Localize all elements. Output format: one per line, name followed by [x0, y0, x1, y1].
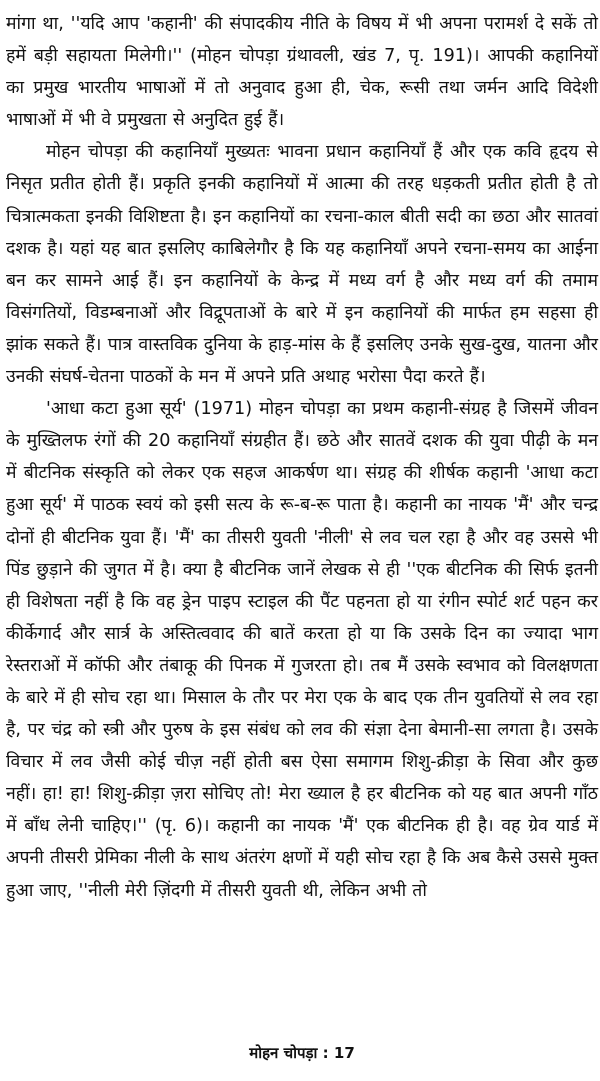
paragraph-1: मांगा था, ''यदि आप 'कहानी' की संपादकीय नीति के विषय में भी अपना परामर्श दे सकें तो हमें बड़ी सहायता मिलेगी।'' (मोहन चोपड़ा ग्रंथावली, खंड 7, पृ. 191)। आपकी कहानियों का प्रमुख भारतीय भाषाओं में तो अनुवाद हुआ ही, चेक, रूसी तथा जर्मन आदि विदेशी भाषाओं में भी वे प्रमुखता से अनुदित हुई हैं।	[6, 14, 598, 131]
page-footer: मोहन चोपड़ा : 17	[249, 1044, 355, 1062]
paragraph-3: 'आधा कटा हुआ सूर्य' (1971) मोहन चोपड़ा का प्रथम कहानी-संग्रह है जिसमें जीवन के मुख्तिलफ रंगों की 20 कहानियाँ संग्रहीत हैं। छठे और सातवें दशक की युवा पीढ़ी के मन में बीटनिक संस्कृति को लेकर एक सहज आकर्षण था। संग्रह की शीर्षक कहानी 'आधा कटा हुआ सूर्य' में पाठक स्वयं को इसी सत्य के रू-ब-रू पाता है। कहानी का नायक 'मैं' और चन्द्र दोनों ही बीटनिक युवा हैं। 'मैं' का तीसरी युवती 'नीली' से लव चल रहा है और वह उससे भी पिंड छुड़ाने की जुगत में है। क्या है बीटनिक जानें लेखक से ही ''एक बीटनिक की सिर्फ इतनी ही विशेषता नहीं है कि वह ड्रेन पाइप स्टाइल की पैंट पहनता हो या रंगीन स्पोर्ट शर्ट पहन कर कीर्केगार्द और सार्त्र के अस्तित्ववाद की बातें करता हो या कि उसके दिन का ज्यादा भाग रेस्तराओं में कॉफी और तंबाकू की पिनक में गुजरता हो। तब मैं उसके स्वभाव को विलक्षणता के बारे में ही सोच रहा था। मिसाल के तौर पर मेरा एक के बाद एक तीन युवतियों से लव रहा है, पर चंद्र को स्त्री और पुरुष के इस संबंध को लव की संज्ञा देना बेमानी-सा लगता है। उसके विचार में लव जैसी कोई चीज़ नहीं होती बस ऐसा समागम शिशु-क्रीड़ा के सिवा और कुछ नहीं। हा! हा! शिशु-क्रीड़ा ज़रा सोचिए तो! मेरा ख्याल है हर बीटनिक को यह बात अपनी गाँठ में बाँध लेनी चाहिए।'' (पृ. 6)। कहानी का नायक 'मैं' एक बीटनिक ही है। वह ग्रेव यार्ड में अपनी तीसरी प्रेमिका नीली के साथ अंतरंग क्षणों में यही सोच रहा है कि अब कैसे उससे मुक्त हुआ जाए, ''नीली मेरी ज़िंदगी में तीसरी युवती थी, लेकिन अभी तो	[6, 399, 598, 901]
paragraph-2: मोहन चोपड़ा की कहानियाँ मुख्यतः भावना प्रधान कहानियाँ हैं और एक कवि हृदय से निसृत प्रतीत होती हैं। प्रकृति इनकी कहानियों में आत्मा की तरह धड़कती प्रतीत होती है तो चित्रात्मकता इनकी विशिष्टता है। इन कहानियों का रचना-काल बीती सदी का छठा और सातवां दशक है। यहां यह बात इसलिए काबिलेगौर है कि यह कहानियाँ अपने रचना-समय का आईना बन कर सामने आई हैं। इन कहानियों के केन्द्र में मध्य वर्ग है और मध्य वर्ग की तमाम विसंगतियों, विडम्बनाओं और विद्रूपताओं के बारे में इन कहानियों की मार्फत हम सहसा ही झांक सकते हैं। पात्र वास्तविक दुनिया के हाड़-मांस के हैं इसलिए उनके सुख-दुख, यातना और उनकी संघर्ष-चेतना पाठकों के मन में अपने प्रति अथाह भरोसा पैदा करते हैं।	[6, 142, 598, 388]
body-text	[6, 8, 598, 907]
book-page	[6, 0, 598, 1081]
